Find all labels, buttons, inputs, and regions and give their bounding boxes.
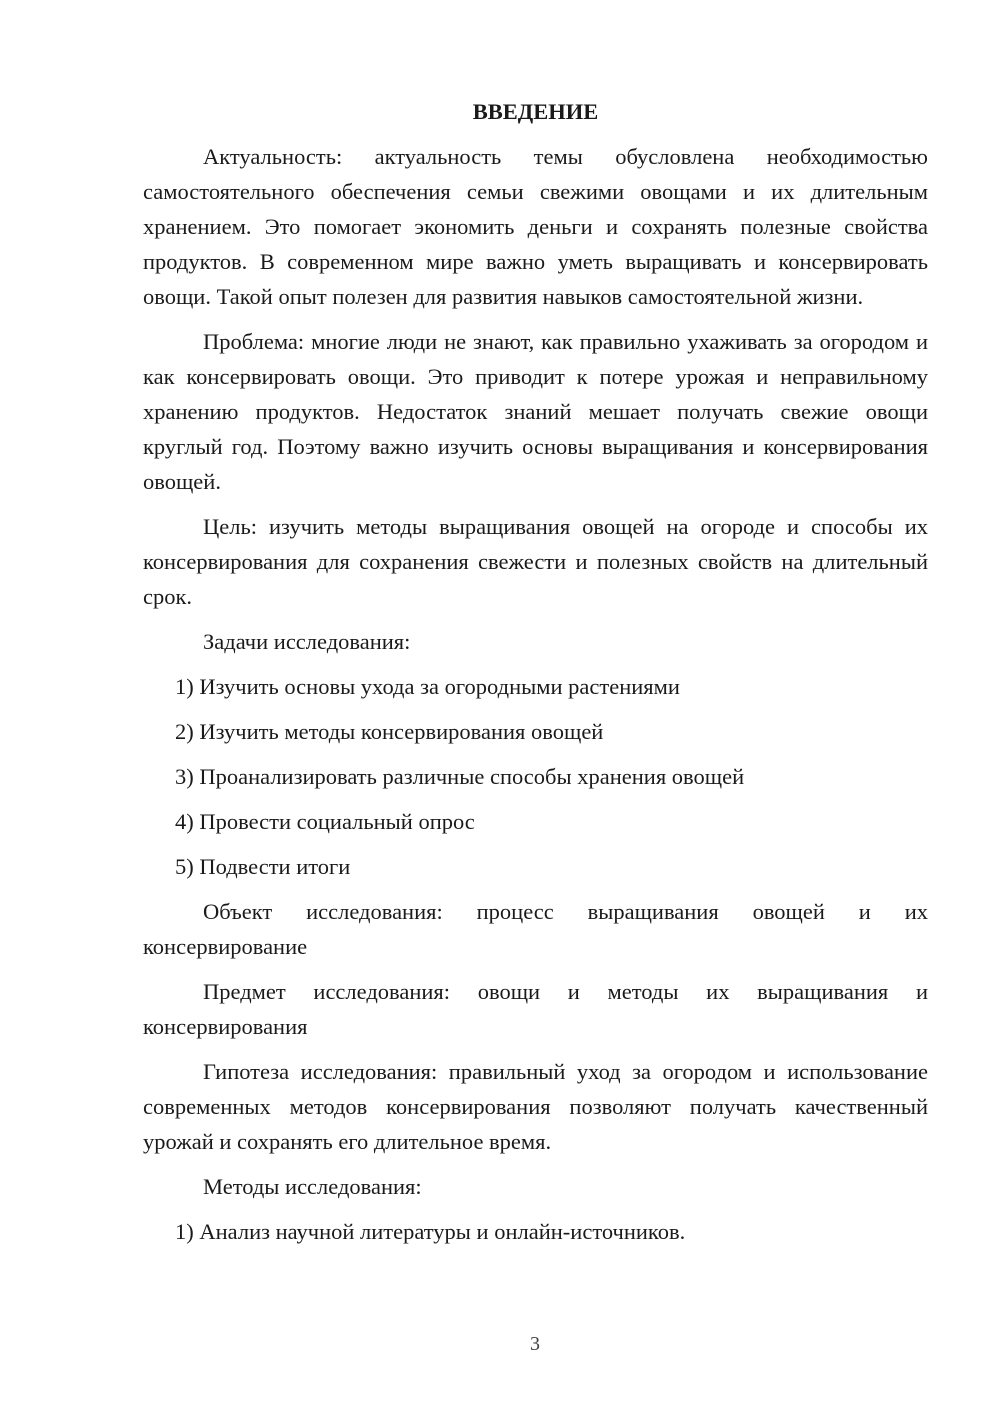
- object-paragraph: Объект исследования: процесс выращивания овощей и их консервирование: [143, 899, 928, 959]
- subject-paragraph: Предмет исследования: овощи и методы их выращивания и консервирования: [143, 979, 928, 1039]
- page-content: [143, 94, 928, 1259]
- list-item: 2) Изучить методы консервирования овощей: [175, 719, 604, 744]
- section-title: ВВЕДЕНИЕ: [472, 99, 599, 124]
- goal-paragraph: Цель: изучить методы выращивания овощей на огороде и способы их консервирования для сохранения свежести и полезных свойств на длительный срок.: [143, 514, 928, 609]
- tasks-list: [143, 669, 928, 884]
- methods-list: [143, 1214, 928, 1249]
- hypothesis-paragraph: Гипотеза исследования: правильный уход за огородом и использование современных методов консервирования позволяют получать качественный урожай и сохранять его длительное время.: [143, 1059, 928, 1154]
- page-number: 3: [530, 1333, 540, 1355]
- methods-heading: Методы исследования:: [203, 1174, 422, 1199]
- list-item: 4) Провести социальный опрос: [175, 809, 475, 834]
- tasks-heading: Задачи исследования:: [203, 629, 411, 654]
- relevance-paragraph: Актуальность: актуальность темы обусловлена необходимостью самостоятельного обеспечения семьи свежими овощами и их длительным хранением. Это помогает экономить деньги и сохранять полезные свойства продуктов. В современном мире важно уметь выращивать и консервировать овощи. Такой опыт полезен для развития навыков самостоятельной жизни.: [143, 144, 928, 309]
- list-item: 5) Подвести итоги: [175, 854, 351, 879]
- list-item: 3) Проанализировать различные способы хранения овощей: [175, 764, 745, 789]
- problem-paragraph: Проблема: многие люди не знают, как правильно ухаживать за огородом и как консервировать овощи. Это приводит к потере урожая и неправильному хранению продуктов. Недостаток знаний мешает получать свежие овощи круглый год. Поэтому важно изучить основы выращивания и консервирования овощей.: [143, 329, 928, 494]
- list-item: 1) Изучить основы ухода за огородными растениями: [175, 674, 680, 699]
- list-item: 1) Анализ научной литературы и онлайн-источников.: [175, 1219, 686, 1244]
